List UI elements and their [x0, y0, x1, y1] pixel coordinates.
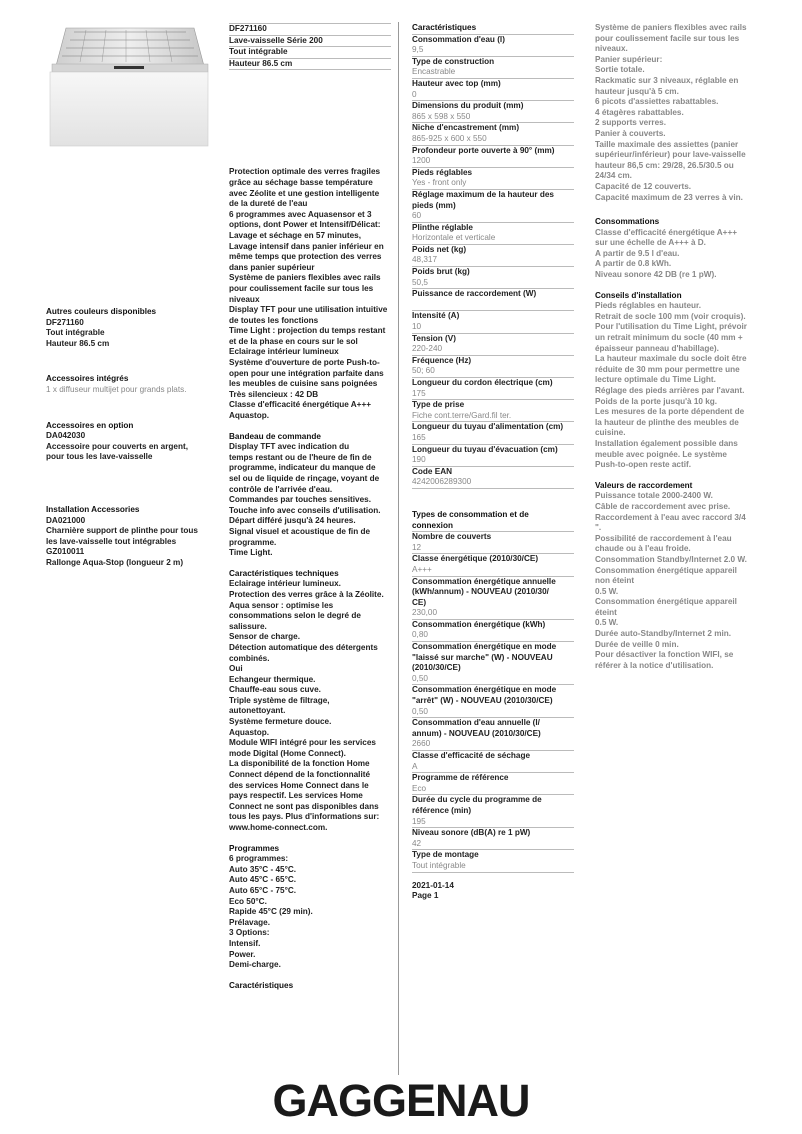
- text-line: pays respectif. Les services Home: [229, 791, 363, 801]
- text-line: Time Light.: [229, 548, 273, 558]
- text-line: Auto 65°C - 75°C.: [229, 885, 297, 895]
- text-line: avec Zéolite et une gestion intelligente: [229, 188, 380, 198]
- spec-label: Poids brut (kg): [412, 267, 470, 277]
- text-line: Système d'ouverture de porte Push-to-: [229, 358, 380, 368]
- spec-label: Consommation énergétique en mode: [412, 685, 557, 695]
- text-line: Capacité de 12 couverts.: [595, 181, 692, 191]
- text-line: salissure.: [229, 621, 267, 631]
- spec-label: Hauteur avec top (mm): [412, 78, 501, 88]
- spec-label: Tension (V): [412, 333, 456, 343]
- text-line: A partir de 0.8 kWh.: [595, 259, 672, 269]
- spec-row: [412, 641, 574, 684]
- text-line: meuble avec poignée. Le système: [595, 449, 727, 459]
- text-line: Connect dépend de la fonctionnalité: [229, 770, 371, 780]
- spec-row: [412, 145, 574, 167]
- spec-label: référence (min): [412, 805, 472, 815]
- text-line: Power.: [229, 949, 256, 959]
- section-title: Accessoires en option: [46, 420, 134, 430]
- spec-label: Programme de référence: [412, 773, 509, 783]
- spec-label: Consommation énergétique annuelle: [412, 576, 556, 586]
- text-line: Aquastop.: [229, 727, 270, 737]
- spec-label: Niveau sonore (dB(A) re 1 pW): [412, 828, 531, 838]
- text-line: Aquastop.: [229, 411, 270, 421]
- consommations-section: [595, 217, 760, 281]
- spec-label: Intensité (A): [412, 311, 460, 321]
- brand-logo: GAGGENAU: [272, 1075, 530, 1126]
- text-line: Signal visuel et acoustique de fin de: [229, 526, 371, 536]
- spec-value: Yes - front only: [412, 178, 467, 188]
- line: DF271160: [46, 317, 84, 327]
- spec-label: Puissance de raccordement (W): [412, 289, 537, 299]
- text-line: Système fermeture douce.: [229, 717, 332, 727]
- text-line: Eclairage intérieur lumineux: [229, 347, 339, 357]
- text-line: supérieur/inférieur) pour lave-vaisselle: [595, 150, 746, 160]
- spec-row: [412, 619, 574, 641]
- text-line: 3 Options:: [229, 928, 270, 938]
- text-line: tous les pays. Plus d'informations sur:: [229, 812, 380, 822]
- specs-heading: Caractéristiques: [412, 23, 477, 32]
- spec-value: 2660: [412, 739, 431, 749]
- integrated-accessories-section: [46, 374, 216, 395]
- specs-table: [412, 34, 574, 489]
- dishwasher-product-image: [46, 22, 212, 148]
- spec-value: 0,50: [412, 673, 428, 683]
- spec-label: annum) - NOUVEAU (2010/30/CE): [412, 728, 541, 738]
- text-line: Module WIFI intégré pour les services: [229, 738, 376, 748]
- text-line: Installation également possible dans: [595, 438, 738, 448]
- spec-value: Tout intégrable: [412, 860, 466, 870]
- spec-row: [412, 189, 574, 222]
- other-colors-section: [46, 307, 216, 349]
- bandeau-section: [229, 432, 391, 559]
- column-divider: [398, 22, 399, 1075]
- section-title: Conseils d'installation: [595, 290, 682, 300]
- text-line: hauteur jusqu'à 5 cm.: [595, 86, 679, 96]
- spec-value: 9,5: [412, 45, 424, 55]
- text-line: Commandes par touches sensitives.: [229, 495, 371, 505]
- spec-row: [412, 100, 574, 122]
- text-line: Système de paniers flexibles avec rails: [595, 23, 747, 32]
- spec-label: Consommation d'eau annuelle (l/: [412, 718, 540, 728]
- text-line: Départ différé jusqu'à 24 heures.: [229, 516, 356, 526]
- text-line: un retrait minimum du socle (40 mm +: [595, 333, 743, 343]
- text-line: grâce au séchage basse température: [229, 177, 373, 187]
- line: Tout intégrable: [46, 328, 105, 338]
- spec-row: [412, 377, 574, 399]
- text-line: cuisine.: [595, 428, 626, 438]
- spec-row: [412, 34, 574, 56]
- text-line: Détection automatique des détergents: [229, 642, 378, 652]
- text-line: Rackmatic sur 3 niveaux, réglable en: [595, 75, 739, 85]
- spec-label: Poids net (kg): [412, 244, 467, 254]
- text-line: Panier supérieur:: [595, 54, 663, 64]
- text-line: Aqua sensor : optimise les: [229, 600, 334, 610]
- spec-row: [412, 310, 574, 332]
- spec-label: pieds (mm): [412, 200, 456, 210]
- text-line: Echangeur thermique.: [229, 674, 316, 684]
- spec-row: [412, 717, 574, 750]
- text-line: Eco 50°C.: [229, 896, 267, 906]
- spec-label: Dimensions du produit (mm): [412, 101, 524, 111]
- product-header: [229, 23, 391, 70]
- text-line: Les mesures de la porte dépendent de: [595, 407, 745, 417]
- product-height: Hauteur 86.5 cm: [229, 58, 391, 70]
- text-line: Possibilité de raccordement à l'eau: [595, 533, 732, 543]
- spec-value: 865 x 598 x 550: [412, 111, 471, 121]
- spec-label: Plinthe réglable: [412, 222, 473, 232]
- text-line: la hauteur de plinthe des meubles de: [595, 417, 739, 427]
- text-line: réduite de 30 mm pour permettre une: [595, 364, 740, 374]
- spec-row: [412, 222, 574, 244]
- text-line: sur une échelle de A+++ à D.: [595, 238, 706, 248]
- text-line: les meubles de cuisine sans poignées: [229, 379, 378, 389]
- text-line: 2 supports verres.: [595, 118, 666, 128]
- section-title: Caractéristiques techniques: [229, 568, 339, 578]
- text-line: de toutes les fonctions: [229, 315, 319, 325]
- section-title: Accessoires intégrés: [46, 374, 129, 384]
- spec-value: 0: [412, 89, 417, 99]
- spec-value: 48,317: [412, 255, 438, 265]
- section-title: Bandeau de commande: [229, 431, 321, 441]
- spec-label: Longueur du tuyau d'évacuation (cm): [412, 444, 558, 454]
- spec-row: [412, 849, 574, 871]
- text-line: Connect ne sont pas disponibles dans: [229, 801, 379, 811]
- text-line: programme, indicateur du manque de: [229, 463, 376, 473]
- intro-text: [229, 167, 391, 421]
- text-line: des services Home Connect dans le: [229, 780, 369, 790]
- spec-value: A+++: [412, 564, 432, 574]
- spec-value: 165: [412, 432, 426, 442]
- page-number: Page 1: [412, 891, 439, 901]
- text-line: Consommation énergétique appareil: [595, 565, 737, 575]
- spec-label: Consommation d'eau (l): [412, 34, 505, 44]
- text-line: Panier à couverts.: [595, 128, 666, 138]
- section-title: Installation Accessories: [46, 504, 140, 514]
- spec-row: [412, 466, 574, 488]
- line: Accessoire pour couverts en argent,: [46, 441, 188, 451]
- text-line: Intensif.: [229, 938, 261, 948]
- spec-label: Type de construction: [412, 56, 495, 66]
- text-line: Pour l'utilisation du Time Light, prévoir: [595, 322, 747, 332]
- text-line: Prélavage.: [229, 917, 270, 927]
- text-line: Consommation Standby/Internet 2.0 W.: [595, 554, 747, 564]
- text-line: Auto 35°C - 45°C.: [229, 864, 297, 874]
- text-line: Eclairage intérieur lumineux.: [229, 579, 341, 589]
- programmes-section: [229, 844, 391, 971]
- section-body: [595, 491, 760, 671]
- text-line: Auto 45°C - 65°C.: [229, 875, 297, 885]
- column-c: [412, 23, 574, 902]
- text-line: Classe d'efficacité énergétique A+++: [229, 400, 372, 410]
- text-line: même temps que protection des verres: [229, 252, 382, 262]
- text-line: options, dont Power et Intensif/Délicat:: [229, 220, 381, 230]
- valeurs-section: [595, 481, 760, 672]
- text-line: 6 picots d'assiettes rabattables.: [595, 97, 719, 107]
- text-line: Pour désactiver la fonction WIFI, se: [595, 650, 734, 660]
- text-line: La disponibilité de la fonction Home: [229, 759, 370, 769]
- heading-line: Types de consommation et de: [412, 509, 529, 519]
- text-line: 4 étagères rabattables.: [595, 107, 684, 117]
- spec-label: "laissé sur marche" (W) - NOUVEAU: [412, 652, 553, 662]
- text-line: Puissance totale 2000-2400 W.: [595, 491, 713, 501]
- text-line: Capacité maximum de 23 verres à vin.: [595, 192, 743, 202]
- text-line: et de la phase en cours sur le sol: [229, 336, 358, 346]
- text-line: Lavage et séchage en 57 minutes,: [229, 230, 361, 240]
- text-line: combinés.: [229, 653, 270, 663]
- line: Hauteur 86.5 cm: [46, 338, 110, 348]
- spec-row: [412, 827, 574, 849]
- text-line: ".: [595, 523, 602, 533]
- text-line: référer à la notice d'utilisation.: [595, 660, 714, 670]
- specs2-table: [412, 531, 574, 872]
- spec-row: [412, 266, 574, 288]
- text-line: Poids de la porte jusqu'à 10 kg.: [595, 396, 718, 406]
- text-line: Sortie totale.: [595, 65, 645, 75]
- spec-row: [412, 444, 574, 466]
- text-line: Classe d'efficacité énergétique A+++: [595, 227, 738, 237]
- heading-line: connexion: [412, 520, 453, 530]
- spec-label: Longueur du cordon électrique (cm): [412, 378, 553, 387]
- spec-row: [412, 421, 574, 443]
- section-body: [595, 301, 760, 471]
- text-line: Pieds réglables en hauteur.: [595, 301, 702, 311]
- spec-value: 230,00: [412, 608, 438, 618]
- caracteristiques-continued: Caractéristiques: [229, 980, 294, 990]
- spec-label: Classe énergétique (2010/30/CE): [412, 554, 539, 564]
- spec-value: A: [412, 761, 418, 771]
- spec-row: [412, 244, 574, 266]
- spec-value: 190: [412, 455, 426, 465]
- text-line: pour coulissement facile sur tous les: [595, 33, 740, 43]
- text-line: éteint: [595, 607, 617, 617]
- section-body: [229, 579, 391, 833]
- text-line: autonettoyant.: [229, 706, 286, 716]
- text-line: épaisseur panneau d'habillage).: [595, 343, 719, 353]
- spec-label: Type de montage: [412, 850, 479, 860]
- text-line: contrôle de l'arrivée d'eau.: [229, 484, 333, 494]
- text-line: Câble de raccordement avec prise.: [595, 501, 731, 511]
- text-line: Réglage des pieds arrières par l'avant.: [595, 386, 745, 395]
- column-a: [46, 307, 216, 569]
- text-line: Très silencieux : 42 DB: [229, 389, 319, 399]
- spec-label: Niche d'encastrement (mm): [412, 123, 520, 133]
- text-line: Chauffe-eau sous cuve.: [229, 685, 321, 695]
- text-line: 6 programmes:: [229, 854, 289, 864]
- text-line: Sensor de charge.: [229, 632, 300, 642]
- text-line: sel ou de liquide de rinçage, voyant de: [229, 474, 380, 483]
- text-line: hauteur 86,5 cm: 29/28, 26.5/30.5 ou: [595, 160, 734, 170]
- text-line: A partir de 9.5 l d'eau.: [595, 248, 680, 258]
- spec-value: 12: [412, 542, 422, 552]
- text-line: Triple système de filtrage,: [229, 695, 330, 705]
- line: Rallonge Aqua-Stop (longueur 2 m): [46, 557, 184, 567]
- text-line: de la dureté de l'eau: [229, 199, 308, 209]
- spec-value: 1200: [412, 156, 431, 166]
- spec-label: Consommation énergétique (kWh): [412, 619, 546, 629]
- text-line: 24/34 cm.: [595, 171, 632, 181]
- product-model: DF271160: [229, 23, 391, 35]
- section-title: Valeurs de raccordement: [595, 480, 693, 490]
- text-line: Protection optimale des verres fragiles: [229, 167, 381, 177]
- column-b: [229, 23, 391, 991]
- line: GZ010011: [46, 547, 85, 557]
- text-line: Durée auto-Standby/Internet 2 min.: [595, 629, 732, 639]
- spec-row: [412, 794, 574, 827]
- text-line: Raccordement à l'eau avec raccord 3/4: [595, 512, 746, 522]
- spec-label: Classe d'efficacité de séchage: [412, 751, 530, 760]
- spec-label: Longueur du tuyau d'alimentation (cm): [412, 422, 564, 432]
- spec-row: [412, 56, 574, 78]
- spec-label: Consommation énergétique en mode: [412, 642, 557, 652]
- spec-value: 4242006289300: [412, 477, 472, 487]
- text-line: lecture optimale du Time Light.: [595, 375, 716, 385]
- text-line: consommations selon le degré de: [229, 611, 361, 621]
- spec-value: Eco: [412, 783, 427, 793]
- text-line: temps restant ou de l'heure de fin de: [229, 452, 372, 462]
- text-line: Taille maximale des assiettes (panier: [595, 139, 739, 149]
- spec-value: [412, 300, 574, 311]
- spec-label: Code EAN: [412, 466, 453, 476]
- spec-row: [412, 531, 574, 553]
- text-line: open pour une intégration parfaite dans: [229, 368, 384, 378]
- product-name: Lave-vaisselle Série 200: [229, 35, 391, 47]
- text-line: 6 programmes avec Aquasensor et 3: [229, 209, 372, 219]
- spec-label: (2010/30/CE): [412, 663, 461, 673]
- text-line: Push-to-open reste actif.: [595, 460, 691, 470]
- spec-value: 50,5: [412, 277, 428, 287]
- spec-value: Horizontale et verticale: [412, 233, 496, 243]
- spec-row: [412, 122, 574, 144]
- techniques-section: [229, 569, 391, 834]
- line: Charnière support de plinthe pour tous: [46, 526, 198, 536]
- spec-row: [412, 684, 574, 717]
- text-line: Display TFT pour une utilisation intuitive: [229, 305, 388, 315]
- section-body: [229, 854, 391, 971]
- conseils-section: [595, 291, 760, 471]
- spec-label: Type de prise: [412, 400, 465, 410]
- text-line: 0.5 W.: [595, 586, 619, 596]
- text-line: Niveau sonore 42 DB (re 1 pW).: [595, 270, 717, 280]
- spec-label: Réglage maximum de la hauteur des: [412, 189, 554, 199]
- specs2-heading: [412, 510, 574, 531]
- spec-value: 0,80: [412, 630, 428, 640]
- spec-row: [412, 772, 574, 794]
- spec-value: 195: [412, 816, 426, 826]
- spec-label: CE): [412, 597, 427, 607]
- text-line: Time Light : projection du temps restant: [229, 326, 386, 336]
- spec-value: 0,50: [412, 706, 428, 716]
- text-line: pour coulissement facile sur tous les: [229, 283, 374, 293]
- text-line: Durée de veille 0 min.: [595, 639, 679, 649]
- product-type: Tout intégrable: [229, 46, 391, 58]
- text-line: Oui: [229, 664, 243, 674]
- text-line: Lavage intensif dans panier inférieur en: [229, 241, 384, 251]
- text-line: La hauteur maximale du socle doit être: [595, 354, 747, 364]
- spec-value: 60: [412, 211, 422, 221]
- text-line: Display TFT avec indication du: [229, 442, 350, 452]
- spec-row: [412, 333, 574, 355]
- text-line: Consommation énergétique appareil: [595, 597, 737, 607]
- text-line: 0.5 W.: [595, 618, 619, 628]
- section-body: [595, 228, 760, 281]
- spec-label: Durée du cycle du programme de: [412, 795, 542, 805]
- paniers-text: [595, 23, 760, 203]
- text-line: niveaux.: [595, 44, 628, 54]
- spec-row: [412, 167, 574, 189]
- installation-accessories-section: [46, 505, 216, 569]
- text-line: Système de paniers flexibles avec rails: [229, 273, 381, 283]
- text-line: programme.: [229, 537, 277, 547]
- text-line: chaude ou à l'eau froide.: [595, 544, 691, 554]
- spec-label: "arrêt" (W) - NOUVEAU (2010/30/CE): [412, 696, 553, 706]
- spec-row: [412, 553, 574, 575]
- line: DA042030: [46, 431, 86, 441]
- spec-label: (kWh/annum) - NOUVEAU (2010/30/: [412, 587, 549, 597]
- spec-row: [412, 78, 574, 100]
- text-line: Retrait de socle 100 mm (voir croquis).: [595, 311, 746, 321]
- spec-row: [412, 355, 574, 377]
- spec-value: Encastrable: [412, 67, 456, 77]
- text-line: dans panier supérieur: [229, 262, 315, 272]
- spec-row: [412, 399, 574, 421]
- line: 1 x diffuseur multijet pour grands plats.: [46, 384, 187, 394]
- line: pour tous les lave-vaisselle: [46, 452, 153, 462]
- text-line: Demi-charge.: [229, 960, 281, 970]
- text-line: mode Digital (Home Connect).: [229, 748, 346, 758]
- text-line: Rapide 45°C (29 min).: [229, 907, 313, 917]
- spec-value: 10: [412, 322, 422, 332]
- section-title: Programmes: [229, 843, 280, 853]
- spec-value: 175: [412, 388, 426, 398]
- spec-row: [412, 750, 574, 772]
- spec-value: 42: [412, 838, 422, 848]
- section-body: [229, 442, 391, 559]
- section-title: Consommations: [595, 217, 660, 227]
- optional-accessories-section: [46, 421, 216, 463]
- line: les lave-vaisselle tout intégrables: [46, 536, 177, 546]
- column-d: [595, 23, 760, 671]
- text-line: non éteint: [595, 576, 635, 586]
- spec-label: Pieds réglables: [412, 167, 473, 177]
- text-line: www.home-connect.com.: [229, 823, 328, 832]
- spec-value: 220-240: [412, 344, 443, 354]
- text-line: Protection des verres grâce à la Zéolite.: [229, 589, 384, 599]
- spec-label: Nombre de couverts: [412, 532, 492, 542]
- spec-value: Fiche cont.terre/Gard.fil ter.: [412, 410, 512, 420]
- text-line: Touche info avec conseils d'utilisation.: [229, 505, 381, 515]
- section-title: Autres couleurs disponibles: [46, 307, 157, 316]
- line: DA021000: [46, 515, 86, 525]
- spec-row: [412, 288, 574, 310]
- document-date: 2021-01-14: [412, 880, 454, 890]
- spec-row: [412, 576, 574, 619]
- text-line: niveaux: [229, 294, 260, 304]
- spec-label: Fréquence (Hz): [412, 355, 472, 365]
- spec-value: 865-925 x 600 x 550: [412, 133, 487, 143]
- spec-label: Profondeur porte ouverte à 90° (mm): [412, 145, 555, 155]
- spec-value: 50; 60: [412, 366, 435, 376]
